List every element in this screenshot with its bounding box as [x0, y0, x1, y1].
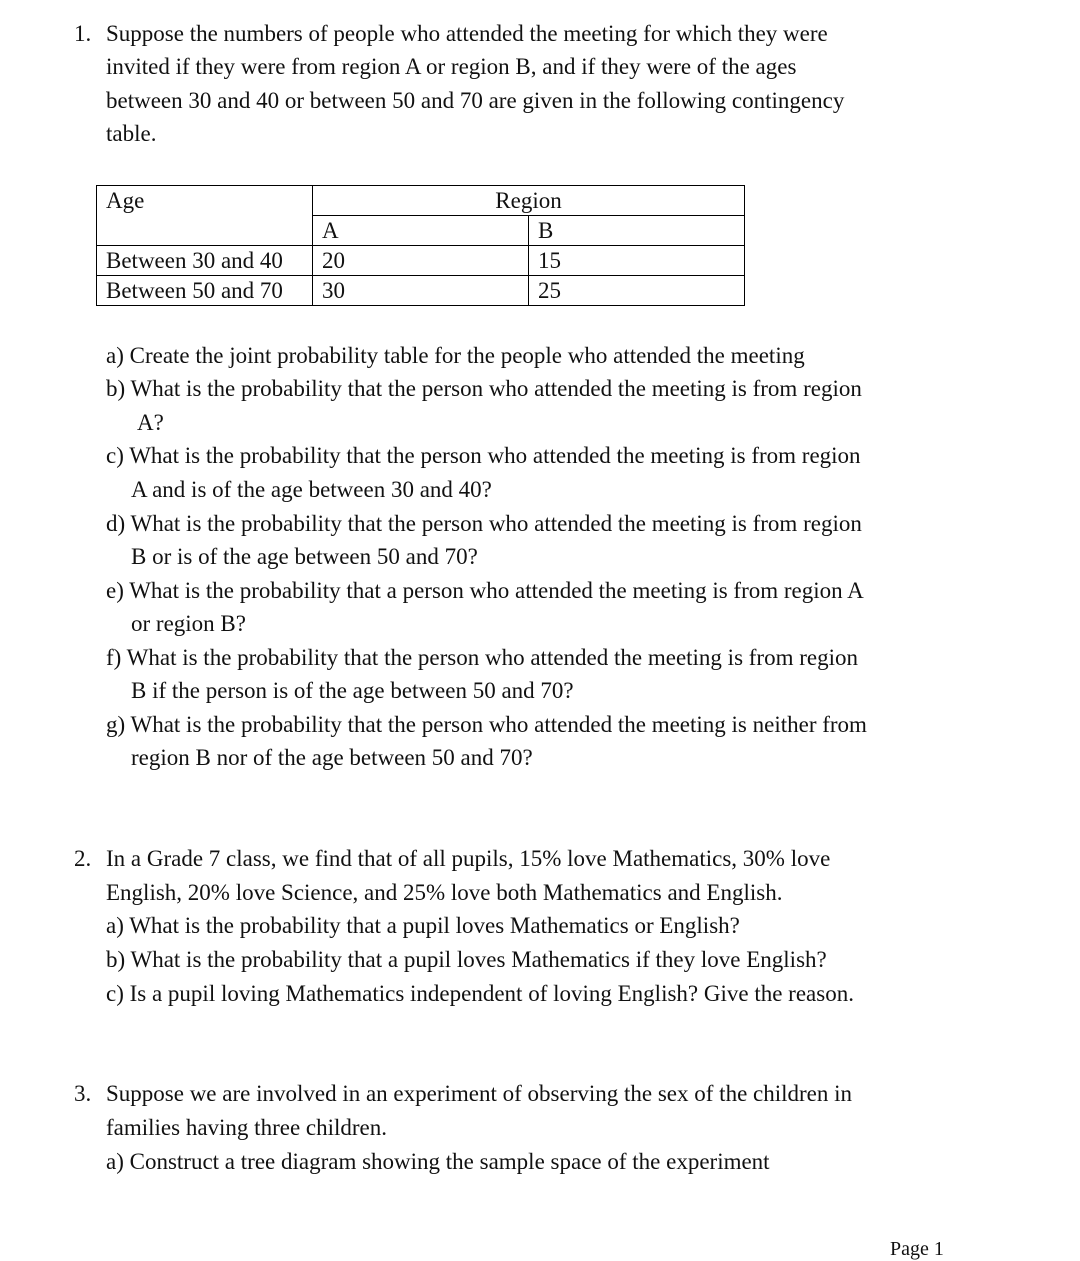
question-1-part-b-cont: A?	[137, 410, 164, 435]
question-1-part-f: f) What is the probability that the person who attended the meeting is from region	[106, 645, 858, 670]
question-2-line: In a Grade 7 class, we find that of all pupils, 15% love Mathematics, 30% love	[106, 846, 831, 871]
question-3-part-a: a) Construct a tree diagram showing the sample space of the experiment	[106, 1149, 770, 1174]
question-3-line: Suppose we are involved in an experiment of observing the sex of the children in	[106, 1081, 853, 1106]
question-1-part-a: a) Create the joint probability table for the people who attended the meeting	[106, 343, 805, 368]
table-header-row	[97, 186, 745, 216]
column-a-header: A	[313, 216, 529, 246]
cell-a: 20	[313, 246, 529, 276]
contingency-table	[96, 185, 745, 306]
question-1-part-c: c) What is the probability that the person who attended the meeting is from region	[106, 443, 861, 468]
question-1-intro-line: invited if they were from region A or region B, and if they were of the ages	[106, 54, 797, 79]
question-2-part-b: b) What is the probability that a pupil loves Mathematics if they love English?	[106, 947, 827, 972]
question-1-number: 1.	[74, 21, 92, 46]
row-label: Between 30 and 40	[97, 246, 313, 276]
question-3-number: 3.	[74, 1081, 92, 1106]
cell-a: 30	[313, 276, 529, 306]
question-2-part-a: a) What is the probability that a pupil loves Mathematics or English?	[106, 913, 740, 938]
question-1-intro-line: between 30 and 40 or between 50 and 70 are given in the following contingency	[106, 88, 845, 113]
table-row	[97, 276, 745, 306]
question-1-part-g: g) What is the probability that the person who attended the meeting is neither from	[106, 712, 867, 737]
question-1-intro-line: Suppose the numbers of people who attended the meeting for which they were	[106, 21, 828, 46]
question-1-part-e: e) What is the probability that a person who attended the meeting is from region A	[106, 578, 864, 603]
cell-b: 15	[529, 246, 745, 276]
table-row	[97, 246, 745, 276]
region-header-cell: Region	[313, 186, 745, 216]
age-header-cell: Age	[97, 186, 313, 246]
column-b-header: B	[529, 216, 745, 246]
question-1-part-g-cont: region B nor of the age between 50 and 70?	[131, 745, 533, 770]
page-number: Page 1	[890, 1238, 944, 1260]
row-label: Between 50 and 70	[97, 276, 313, 306]
question-2-line: English, 20% love Science, and 25% love both Mathematics and English.	[106, 880, 783, 905]
question-1-part-e-cont: or region B?	[131, 611, 246, 636]
cell-b: 25	[529, 276, 745, 306]
question-1-part-d-cont: B or is of the age between 50 and 70?	[131, 544, 478, 569]
question-1-part-f-cont: B if the person is of the age between 50 and 70?	[131, 678, 574, 703]
question-1-intro-line: table.	[106, 121, 157, 146]
question-2-part-c: c) Is a pupil loving Mathematics independent of loving English? Give the reason.	[106, 981, 854, 1006]
question-3-line: families having three children.	[106, 1115, 388, 1140]
question-1-part-c-cont: A and is of the age between 30 and 40?	[131, 477, 492, 502]
question-1-part-d: d) What is the probability that the person who attended the meeting is from region	[106, 511, 862, 536]
question-1-part-b: b) What is the probability that the person who attended the meeting is from region	[106, 376, 862, 401]
question-2-number: 2.	[74, 846, 92, 871]
